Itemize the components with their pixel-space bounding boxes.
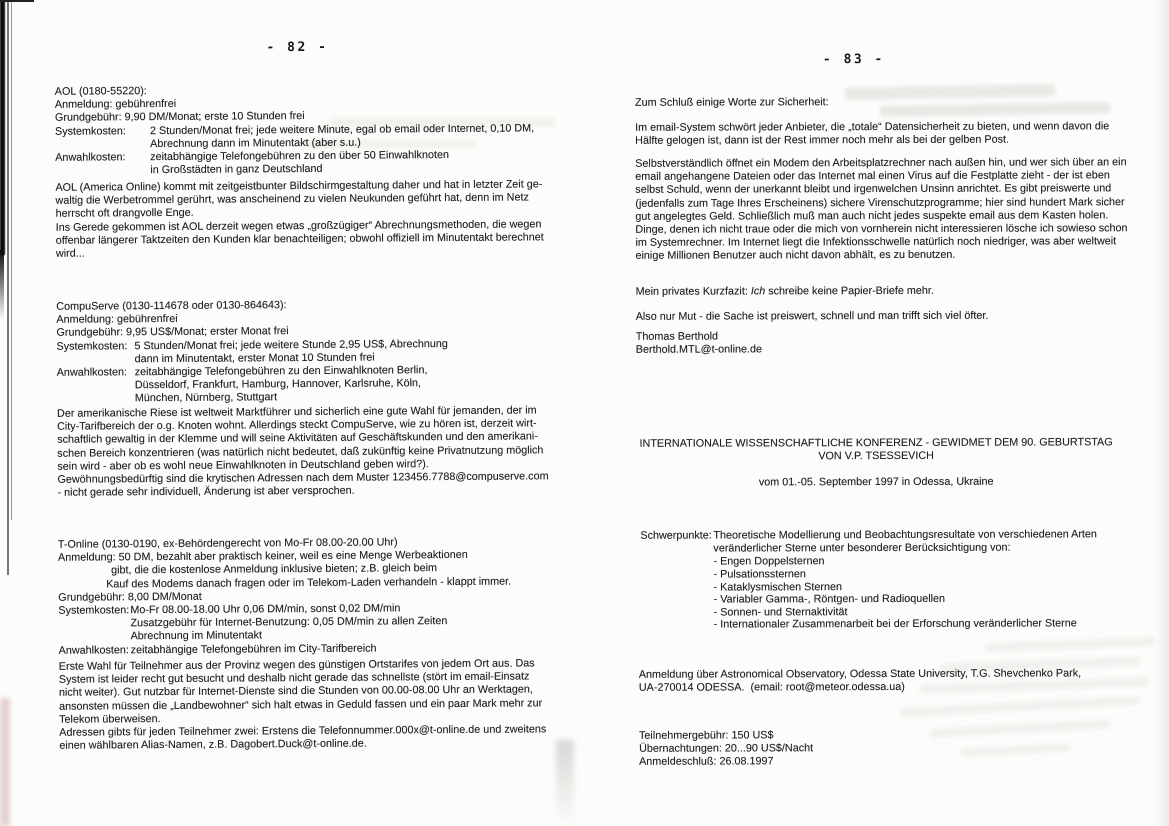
service-line: Grundgebühr: 9,90 DM/Monat; erste 10 Stunden frei [54, 110, 305, 125]
scan-edge-black-strip [0, 0, 5, 255]
service-line: Abrechnung im Minutentakt [130, 629, 263, 643]
kurzfazit-rest: schreibe keine Papier-Briefe mehr. [768, 284, 934, 298]
mut-line: Also nur Mut - die Sache ist preiswert, schnell und man trifft sich viel öfter. [635, 309, 989, 323]
security-intro: Zum Schluß einige Worte zur Sicherheit: [635, 96, 829, 109]
service-line: Zusatzgebühr für Internet-Benutzung: 0,05 DM/min zu allen Zeiten [130, 615, 448, 630]
scan-edge-line [7, 0, 9, 575]
service-line: Abrechnung dann im Minutentakt (aber s.u.) [150, 136, 361, 150]
page-83 [611, 0, 1164, 826]
page-82 [42, 0, 573, 826]
service-line: Anmeldung: 50 DM, bezahlt aber praktisch keiner, weil es eine Menge Werbeaktionen [57, 549, 468, 564]
service-title: AOL (0180-55220): [54, 85, 147, 98]
service-line: dann im Minutentakt, erster Monat 10 Stunden frei [134, 351, 375, 365]
field-label: Anwahlkosten: [56, 366, 127, 379]
scan-edge-black-fade [0, 250, 4, 320]
scan-edge-line [11, 0, 12, 520]
service-line [59, 641, 512, 657]
service-line: Anmeldung: gebührenfrei [56, 313, 178, 326]
service-block-aol [55, 82, 535, 178]
topic-item: - Pulsationssternen [713, 568, 806, 581]
scan-corner-tint [0, 698, 10, 826]
field-label: Systemkosten: [56, 339, 128, 353]
field-label: Systemkosten: [54, 124, 126, 138]
service-line: in Großstädten in ganz Deutschland [150, 163, 323, 177]
service-line: Kauf des Modems danach fragen oder im Telekom-Laden verhandeln - klappt immer. [106, 575, 512, 590]
field-label: Systemkosten: [58, 604, 130, 617]
field-value: 2 Stunden/Monat frei; jede weitere Minute, egal ob email oder Internet, 0,10 DM, [149, 121, 535, 137]
kurzfazit-line [636, 285, 934, 299]
service-line: Grundgebühr: 8,00 DM/Monat [58, 590, 202, 604]
conference-registration: Anmeldung über Astronomical Observatory, Odessa State University, T.G. Shevchenko Park, UA-270014 ODESSA. (email: root@meteor.odessa.ua) [638, 667, 1082, 694]
service-line: Grundgebühr: 9,95 US$/Monat; erster Monat frei [56, 325, 289, 340]
service-title: CompuServe (0130-114678 oder 0130-864643): [56, 299, 287, 313]
field-value: zeitabhängige Telefongebühren zu den über 50 Einwahlknoten [150, 148, 449, 164]
topic-item: - Kataklysmischen Sternen [713, 580, 842, 594]
conference-date: vom 01.-05. September 1997 in Odessa, Ukraine [758, 475, 994, 489]
fee-line: Teilnehmergebühr: 150 US$ [638, 729, 774, 742]
scan-edge-top-tick [0, 0, 34, 2]
kurzfazit-prefix: Mein privates Kurzfazit: [635, 285, 748, 298]
paragraph-compuserve-comment: Der amerikanische Riese ist weltweit Marktführer und sicherlich eine gute Wahl für jemanden, der im City-Tarifbereich der o.g. Knoten wohnt. Allerdings steckt CompuServe, wie zu hören ist, derzeit wirt- schaftlich gewaltig in der Klemme und will seine Aktivitäten auf Geschäftskunden und den amerikani- schen Bereich konzentrieren (was natürlich nicht bedeutet, daß zukünftig keine Privatnutzung möglich sein wird - aber ob es wohl neue Einwahlknoten in Deutschland geben wird?). Gewöhnungsbedürftig sind die krytischen Adressen nach dem Muster 123456.7788@compuserve.com - nicht gerade sehr individuell, Änderung ist aber versprochen. [56, 404, 549, 499]
field-label: Anwahlkosten: [58, 643, 129, 657]
page-number: - 83 - [822, 52, 885, 68]
field-value: Mo-Fr 08.00-18.00 Uhr 0,06 DM/min, sonst 0,02 DM/min [130, 602, 401, 617]
accommodation-line: Übernachtungen: 20...90 US$/Nacht [639, 742, 814, 755]
topic-item: - Internationaler Zusammenarbeit bei der Erforschung veränderlicher Sterne [713, 617, 1077, 631]
paragraph-virus-security: Selbstverständlich öffnet ein Modem den Arbeitsplatzrechner nach außen hin, und wer sich über an ein email angehangene Dateien oder das Internet mal einen Virus auf die Festplatte zieht - der ist eben selbst Schuld, wenn der unerkannt bleibt und irgenwelchen Unsinn anrichtet. Es gibt preiswerte und (jedenfalls zum Tage Ihres Erscheinens) sichere Virenschutzprogramme; hier sind hundert Mark sicher gut angelegtes Geld. Schließlich muß man auch nicht jedes suspekte email aus dem Kasten holen. Dinge, denen ich nicht traue oder die mich von vornherein nicht interessieren lösche ich sowieso schon im Systemrechner. Im Internet liegt die Infektionsschwelle natürlich noch niedriger, was aber weltweit einige Millionen Benutzer auch nicht davon abhält, es zu benutzen. [635, 156, 1128, 263]
conference-topics: Schwerpunkte: Theoretische Modellierung und Beobachtungsresultate von verschiedenen Arten veränderlicher Sterne unter besonderer Berücksichtigung von: - Engen Doppelsternen - Pulsationssternen - Kataklysmischen Sternen - Variabler Gamma-, Röntgen- und Radioquellen - Sonnen- und Sternaktivität - Internationaler Zusammenarbeit bei der Erforschung veränderlicher Sterne [640, 528, 1097, 631]
topic-item: - Sonnen- und Sternaktivität [713, 605, 848, 619]
topic-item: - Variabler Gamma-, Röntgen- und Radioquellen [713, 592, 946, 606]
deadline-line: Anmeldeschluß: 26.08.1997 [639, 755, 774, 769]
topic-item: - Engen Doppelsternen [713, 555, 825, 568]
service-line: Düsseldorf, Frankfurt, Hamburg, Hannover, Karlsruhe, Köln, [134, 377, 422, 392]
service-line [56, 338, 447, 354]
service-line: München, Nürnberg, Stuttgart [134, 391, 278, 405]
signature-email: Berthold.MTL@t-online.de [635, 343, 763, 356]
conference-fees [639, 729, 813, 769]
field-label: Anwahlkosten: [55, 151, 126, 164]
field-value: 5 Stunden/Monat frei; jede weitere Stunde 2,95 US$, Abrechnung [134, 337, 448, 352]
service-title: T-Online (0130-0190, ex-Behördengerecht von Mo-Fr 08.00-20.00 Uhr) [57, 536, 398, 551]
signature-name: Thomas Berthold [635, 330, 718, 343]
service-line: Anmeldung: gebührenfrei [54, 98, 177, 111]
page-number: - 82 - [266, 39, 329, 56]
service-block-compuserve [56, 298, 448, 406]
field-value: zeitabhängige Telefongebühren im City-Tarifbereich [130, 642, 377, 656]
paragraph-tonline-comment: Erste Wahl für Teilnehmer aus der Provinz wegen des günstigen Ortstarifes von jedem Ort aus. Das System ist leider recht gut besucht und deshalb nicht gerade das schnellste (stört im email-Einsatz nicht weiter). Gut nutzbar für Internet-Dienste sind die Stunden von 00.00-08.00 Uhr an Werktagen, ansonsten müssen die „Landbewohner“ sich halt etwas in Geduld fassen und ein paar Mark mehr zur Telekom überweisen. Adressen gibts für jeden Teilnehmer zwei: Erstens die Telefonnummer.000x@t-online.de und zweitens einen wählbaren Alias-Namen, z.B. Dagobert.Duck@t-online.de. [58, 657, 547, 752]
paragraph-aol-comment: AOL (America Online) kommt mit zeitgeistbunter Bildschirmgestaltung daher und hat in letzter Zeit ge- waltig die Werbetrommel gerührt, was anscheinend zu vielen Neukunden geführt hat, denn im Netz herrscht oft drangvolle Enge. Ins Gerede gekommen ist AOL derzeit wegen etwas „großzügiger“ Abrechnungsmethoden, die wegen offenbar längerer Taktzeiten den Kunden klar benachteiligen; obwohl offiziell im Minutentakt berechnet wird... [55, 178, 544, 260]
kurzfazit-emphasis: Ich [750, 285, 766, 298]
signature [636, 330, 762, 357]
paragraph-email-system: Im email-System schwört jeder Anbieter, die „totale“ Datensicherheit zu bieten, und wenn davon die Hälfte gelogen ist, dann ist der Rest immer noch mehr als bei der gelben Post. [635, 120, 1110, 147]
service-block-tonline [58, 536, 512, 658]
conference-title: INTERNATIONALE WISSENSCHAFTLICHE KONFERENZ - GEWIDMET DEM 90. GEBURTSTAG VON V.P. TSESSEVICH [639, 436, 1113, 463]
topics-label: Schwerpunkte: [640, 529, 712, 542]
field-value: zeitabhängige Telefongebühren zu den Einwahlknoten Berlin, [134, 364, 428, 379]
service-line: gibt, die die kostenlose Anmeldung inklusive bieten; z.B. gleich beim [111, 562, 438, 577]
